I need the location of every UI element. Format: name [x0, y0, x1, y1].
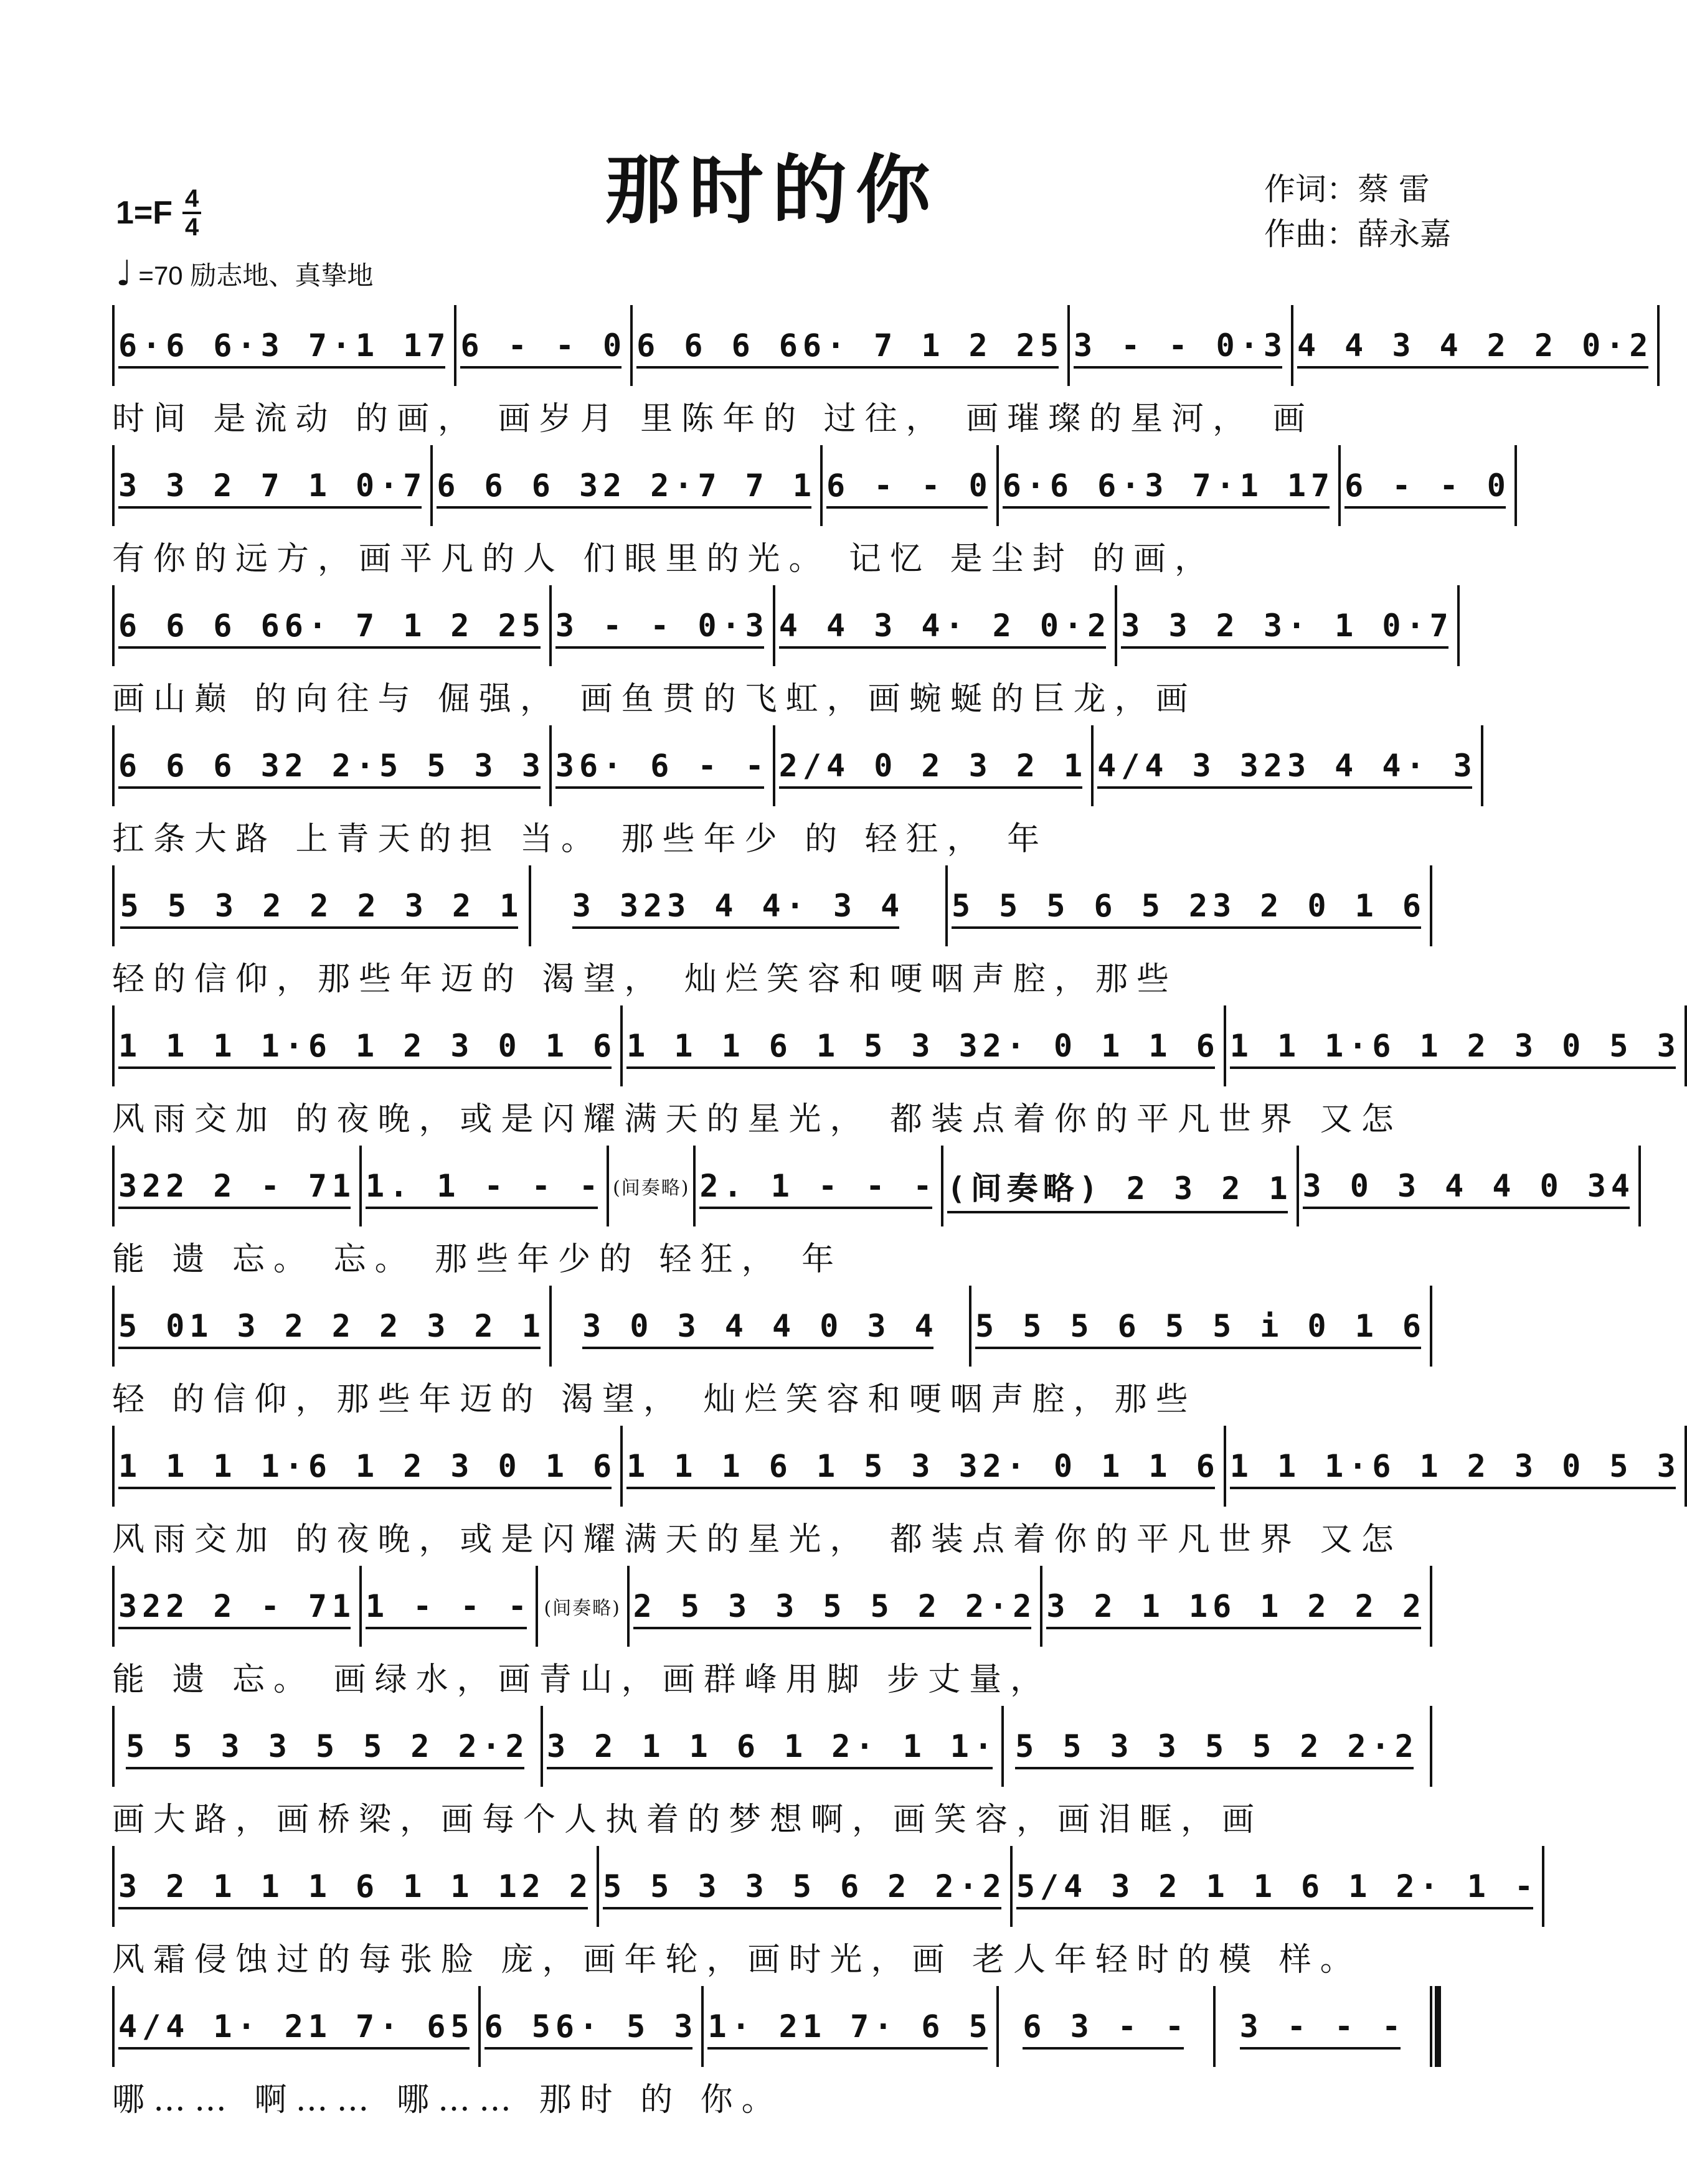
measure: [552, 585, 775, 666]
notes-row: [112, 305, 1653, 386]
measure: [552, 1286, 971, 1367]
measure: [115, 1566, 362, 1647]
measure: [999, 1986, 1216, 2067]
time-signature-top: 4: [184, 185, 199, 212]
measure-notes: (间奏略): [544, 1598, 621, 1619]
measure: [362, 1566, 538, 1647]
score-system: [112, 1426, 1681, 1569]
quarter-note-icon: ♩: [116, 253, 133, 294]
notes-row: [112, 1286, 1432, 1367]
measure: [623, 1005, 1226, 1086]
measure-notes: 6 6 6 32 2·7 7 1: [437, 468, 816, 504]
score-system: [112, 1286, 1432, 1429]
measure-notes: 3 2 1 16 1 2 2 2: [1046, 1588, 1426, 1624]
measure: [623, 1426, 1226, 1507]
measure-notes: 5/4 3 2 1 1 6 1 2· 1 -: [1016, 1868, 1539, 1904]
measure-notes: 5 5 3 3 5 6 2 2·2: [603, 1868, 1006, 1904]
notes-row: [112, 1706, 1432, 1787]
measure-notes: 1 1 1 1·6 1 2 3 0 1 6: [118, 1028, 617, 1064]
measure: [531, 865, 948, 946]
lyrics-line: 风霜侵蚀过的每张脸 庞，画年轮，画时光，画 老人年轻时的模 样。: [112, 1941, 1361, 1979]
credits: [1264, 167, 1451, 257]
measure-notes: 6 6 6 66· 7 1 2 25: [118, 608, 546, 644]
score-system: [112, 725, 1477, 868]
key-label: 1=F: [116, 195, 173, 231]
measure-notes: (间奏略) 2 3 2 1: [947, 1164, 1293, 1208]
lyrics-line: 能 遗 忘。 画绿水，画青山，画群峰用脚 步丈量，: [112, 1661, 1052, 1698]
time-signature: [182, 187, 201, 239]
measure-notes: 6 3 - -: [1023, 2008, 1189, 2045]
measure: [1293, 305, 1660, 386]
measure-notes: 3 - - 0·3: [1074, 327, 1287, 364]
notes-row: [112, 1846, 1539, 1927]
score-system: [112, 305, 1653, 448]
measure: [433, 445, 823, 526]
measure-notes: 6 - - 0: [460, 327, 627, 364]
measure: [599, 1846, 1013, 1927]
notes-row: [112, 1146, 1635, 1226]
measure-notes: 5 5 3 2 2 2 3 2 1: [120, 888, 524, 924]
measure: [115, 305, 456, 386]
measure: [115, 725, 552, 806]
measure-notes: (间奏略): [613, 1177, 690, 1199]
measure-notes: 5 01 3 2 2 2 3 2 1: [118, 1308, 546, 1344]
measure: [633, 305, 1070, 386]
score-system: [112, 1005, 1681, 1149]
lyrics-line: 轻的信仰，那些年迈的 渴望， 灿烂笑容和哽咽声腔，那些: [112, 961, 1178, 998]
lyrics-line: 哪…… 啊…… 哪…… 那时 的 你。: [112, 2081, 783, 2119]
measure: [115, 445, 433, 526]
lyrics-line: 扛条大路 上青天的担 当。 那些年少 的 轻狂， 年: [112, 821, 1049, 858]
measure: [948, 865, 1432, 946]
lyrics-line: 风雨交加 的夜晚，或是闪耀满天的星光， 都装点着你的平凡世界 又怎: [112, 1521, 1402, 1558]
lyrics-line: 能 遗 忘。 忘。 那些年少的 轻狂， 年: [112, 1241, 843, 1278]
song-title: 那时的你: [605, 146, 939, 234]
measure: [696, 1146, 943, 1226]
measure: [115, 865, 531, 946]
time-signature-bottom: 4: [184, 214, 199, 241]
score-system: [112, 1706, 1432, 1849]
tempo-marking: [116, 255, 373, 293]
lyrics-line: 时间 是流动 的画， 画岁月 里陈年的 过往， 画璀璨的星河， 画: [112, 400, 1314, 438]
measure-notes: 1 - - -: [366, 1588, 532, 1624]
measure: [115, 1146, 362, 1226]
tempo-text: =70 励志地、真挚地: [138, 261, 374, 290]
measure-notes: 6 6 6 32 2·5 5 3 3: [118, 748, 546, 784]
lyrics-line: 轻 的信仰，那些年迈的 渴望， 灿烂笑容和哽咽声腔，那些: [112, 1381, 1197, 1418]
measure-notes: 6·6 6·3 7·1 17: [118, 327, 451, 364]
measure: [115, 1846, 599, 1927]
measure-notes: 322 2 - 71: [118, 1588, 356, 1624]
measure-notes: 3 323 4 4· 3 4: [572, 888, 905, 924]
measure: [1004, 1706, 1432, 1787]
measure: [971, 1286, 1432, 1367]
score-system: [112, 585, 1453, 728]
measure: [115, 1286, 552, 1367]
measure: [115, 1426, 623, 1507]
lyrics-line: 画山巅 的向往与 倔强， 画鱼贯的飞虹，画蜿蜒的巨龙，画: [112, 680, 1197, 718]
measure: [552, 725, 775, 806]
measure: [1226, 1426, 1687, 1507]
score-system: [112, 1986, 1432, 2129]
measure: [999, 445, 1341, 526]
measure: [1070, 305, 1293, 386]
measure: [704, 1986, 998, 2067]
notes-row: [112, 725, 1477, 806]
measure: [1117, 585, 1459, 666]
measure: [630, 1566, 1043, 1647]
measure-notes: 3 3 2 7 1 0·7: [118, 468, 427, 504]
measure-notes: 1· 21 7· 6 5: [707, 2008, 993, 2045]
measure-notes: 6·6 6·3 7·1 17: [1002, 468, 1335, 504]
measure-notes: 5 5 3 3 5 5 2 2·2: [1015, 1728, 1419, 1764]
notes-row: [112, 1986, 1432, 2067]
measure-notes: 1 1 1 6 1 5 3 32· 0 1 1 6: [626, 1448, 1220, 1484]
measure-notes: 5 5 5 6 5 23 2 0 1 6: [951, 888, 1426, 924]
measure: [1299, 1146, 1641, 1226]
measure: [115, 1986, 481, 2067]
key-signature: [116, 187, 201, 239]
lyricist-credit: 作词：蔡 雷: [1264, 171, 1430, 207]
composer-credit: 作曲：薛永嘉: [1264, 216, 1451, 252]
measure: [1042, 1566, 1432, 1647]
lyrics-line: 有你的远方，画平凡的人 们眼里的光。 记忆 是尘封 的画，: [112, 540, 1216, 578]
measure: [775, 585, 1117, 666]
measure: [823, 445, 999, 526]
measure-notes: 4 4 3 4· 2 0·2: [778, 608, 1112, 644]
measure-notes: 6 56· 5 3: [484, 2008, 698, 2045]
measure: [1094, 725, 1483, 806]
measure-notes: 3 - - -: [1239, 2008, 1406, 2045]
score-meta: [116, 187, 373, 293]
measure: [1216, 1986, 1432, 2067]
measure-notes: 2. 1 - - -: [699, 1168, 937, 1204]
measure: [538, 1566, 630, 1647]
measure-notes: 322 2 - 71: [118, 1168, 356, 1204]
notes-row: [112, 585, 1453, 666]
measure-notes: 1 1 1 6 1 5 3 32· 0 1 1 6: [626, 1028, 1220, 1064]
measure-notes: 2/4 0 2 3 2 1: [778, 748, 1088, 784]
measure: [1341, 445, 1517, 526]
measure: [115, 1706, 543, 1787]
measure: [609, 1146, 696, 1226]
measure-notes: 1 1 1·6 1 2 3 0 5 3: [1229, 1028, 1681, 1064]
notes-row: [112, 1566, 1432, 1647]
measure-notes: 5 5 5 6 5 5 i 0 1 6: [975, 1308, 1426, 1344]
lyrics-line: 风雨交加 的夜晚，或是闪耀满天的星光， 都装点着你的平凡世界 又怎: [112, 1101, 1402, 1138]
measure: [1226, 1005, 1687, 1086]
score-system: [112, 865, 1432, 1009]
measure-notes: 1. 1 - - -: [366, 1168, 603, 1204]
measure-notes: 6 6 6 66· 7 1 2 25: [636, 327, 1064, 364]
measure-notes: 36· 6 - -: [555, 748, 769, 784]
measure: [362, 1146, 609, 1226]
measure-notes: 6 - - 0: [1344, 468, 1511, 504]
measure: [115, 585, 552, 666]
final-barline: [1435, 1986, 1441, 2067]
measure-notes: 1 1 1 1·6 1 2 3 0 1 6: [118, 1448, 617, 1484]
measure-notes: 3 2 1 1 6 1 2· 1 1·: [547, 1728, 998, 1764]
measure: [543, 1706, 1004, 1787]
measure-notes: 3 - - 0·3: [555, 608, 769, 644]
measure-notes: 3 0 3 4 4 0 34: [1302, 1168, 1635, 1204]
measure-notes: 3 2 1 1 1 6 1 1 12 2: [118, 1868, 593, 1904]
measure: [775, 725, 1094, 806]
lyrics-line: 画大路，画桥梁，画每个人执着的梦想啊，画笑容，画泪眶，画: [112, 1801, 1264, 1838]
measure-notes: 4/4 3 323 4 4· 3: [1097, 748, 1477, 784]
measure-notes: 4 4 3 4 2 2 0·2: [1297, 327, 1653, 364]
notes-row: [112, 865, 1432, 946]
measure-notes: 4/4 1· 21 7· 65: [118, 2008, 475, 2045]
measure-notes: 2 5 3 3 5 5 2 2·2: [633, 1588, 1037, 1624]
measure-notes: 6 - - 0: [826, 468, 993, 504]
score-system: [112, 445, 1511, 588]
notes-row: [112, 1005, 1681, 1086]
notes-row: [112, 1426, 1681, 1507]
notes-row: [112, 445, 1511, 526]
measure-notes: 5 5 3 3 5 5 2 2·2: [126, 1728, 529, 1764]
score-system: [112, 1146, 1635, 1289]
measure-notes: 3 3 2 3· 1 0·7: [1121, 608, 1453, 644]
measure-notes: 3 0 3 4 4 0 3 4: [582, 1308, 938, 1344]
score-system: [112, 1566, 1432, 1709]
measure: [456, 305, 633, 386]
measure: [481, 1986, 704, 2067]
measure: [943, 1146, 1299, 1226]
score-system: [112, 1846, 1539, 1989]
measure: [1013, 1846, 1544, 1927]
measure: [115, 1005, 623, 1086]
measure-notes: 1 1 1·6 1 2 3 0 5 3: [1229, 1448, 1681, 1484]
